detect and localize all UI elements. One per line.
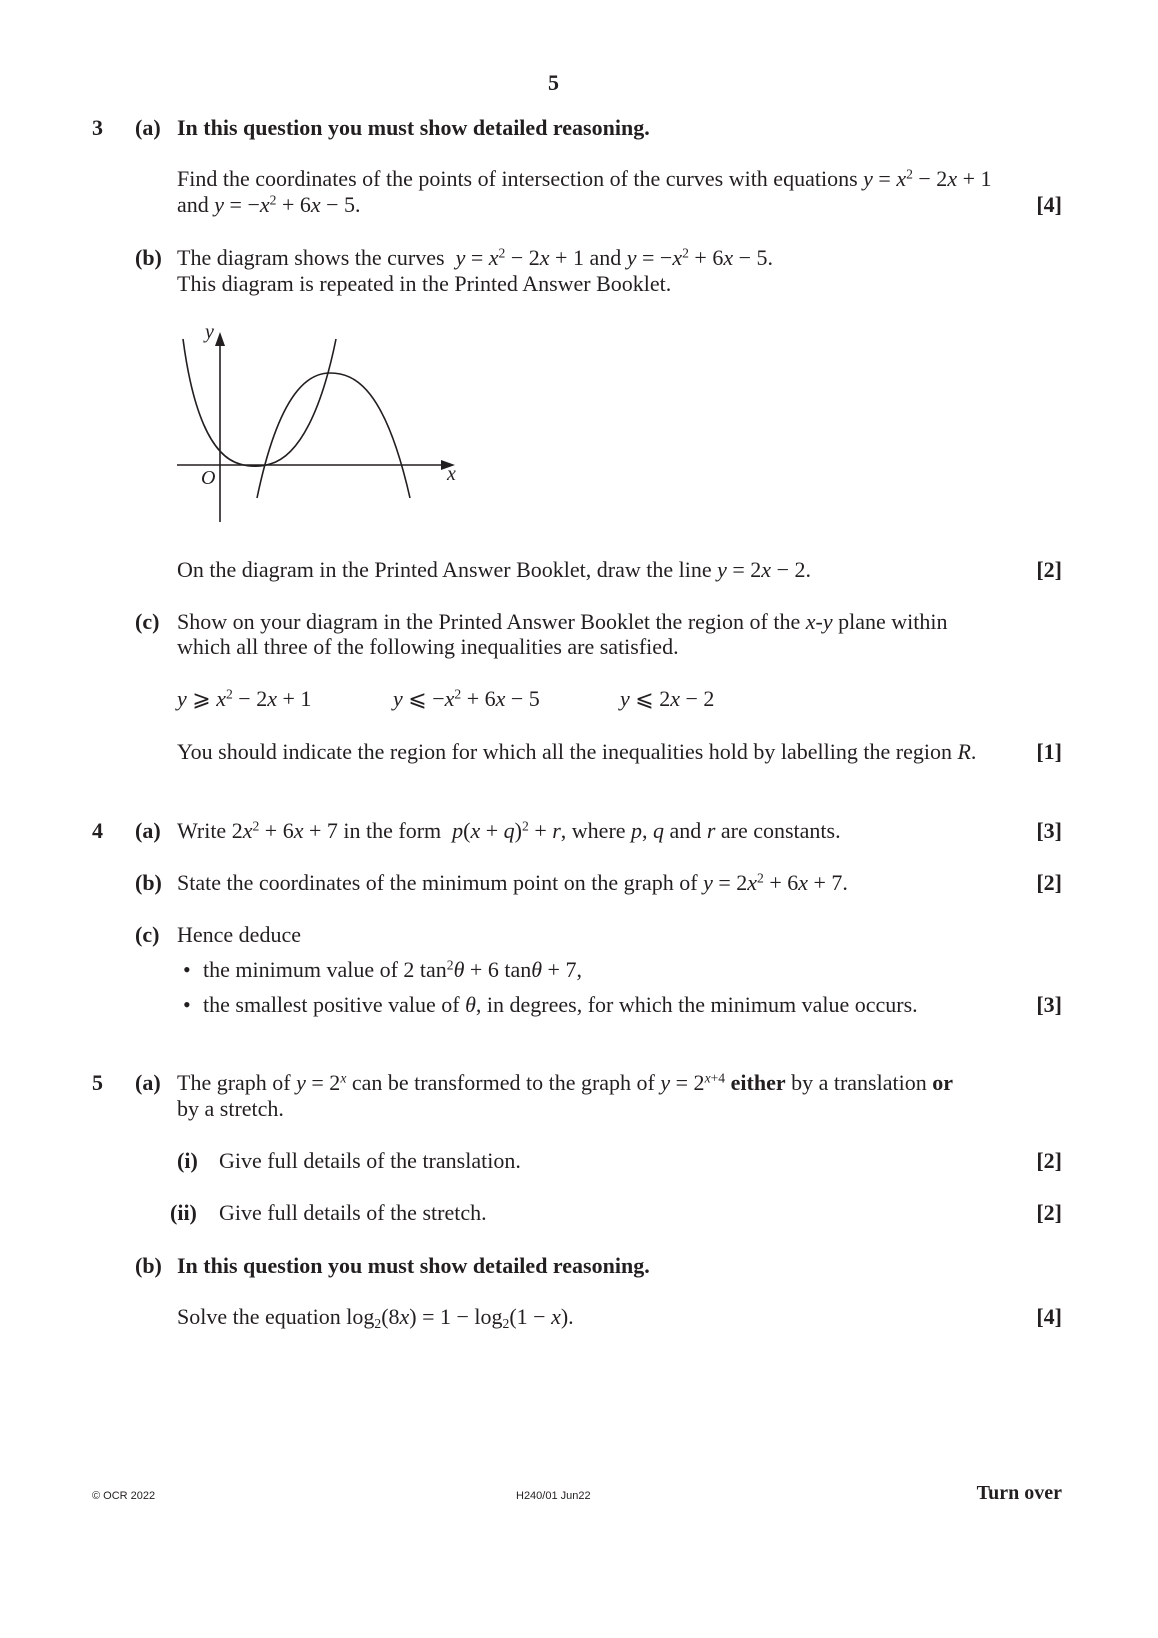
x-axis-label: x — [447, 463, 456, 485]
q3a-text-line2: and $y = -x^2 + 6x - 5$. — [177, 192, 361, 217]
q5ai-mark: [2] — [1036, 1148, 1062, 1173]
inequality-2: y ⩽ $-x^2 + 6x - 5$ — [393, 686, 540, 711]
q4b-mark: [2] — [1036, 870, 1062, 895]
q4c-text: Hence deduce — [177, 922, 301, 947]
q4c-mark: [3] — [1036, 992, 1062, 1017]
q4a-text: Write $2x^2 + 6x + 7$ in the form $p(x + q)^2 + r$, where p, q and r are constants. — [177, 818, 841, 843]
q3b-text-line2: This diagram is repeated in the Printed Answer Booklet. — [177, 271, 672, 296]
bullet-dot: • — [183, 992, 191, 1017]
curve-downward-parabola — [257, 373, 410, 498]
q4c-label: (c) — [135, 922, 160, 947]
page-number: 5 — [548, 70, 559, 95]
q3c-label: (c) — [135, 609, 160, 634]
q5ai-text: Give full details of the translation. — [219, 1148, 521, 1173]
q3b-instruction: On the diagram in the Printed Answer Booklet, draw the line y = 2x − 2. — [177, 557, 811, 582]
q4b-label: (b) — [135, 870, 162, 895]
q3c-text-line3: You should indicate the region for which all the inequalities hold by labelling the region R. — [177, 739, 977, 764]
q4c-bullet-1: the minimum value of 2 $\tan^2\theta + 6$ tanθ + 7, — [203, 957, 582, 982]
footer-turn-over: Turn over — [976, 1482, 1062, 1504]
footer-paper-code: H240/01 Jun22 — [516, 1490, 591, 1502]
origin-label: O — [201, 467, 216, 489]
q5b-heading: In this question you must show detailed reasoning. — [177, 1253, 650, 1278]
q3a-heading: In this question you must show detailed reasoning. — [177, 115, 650, 140]
q3c-text-line1: Show on your diagram in the Printed Answer Booklet the region of the x-y plane within — [177, 609, 948, 634]
curves-diagram — [170, 318, 470, 533]
question-5-number: 5 — [92, 1070, 103, 1095]
q3c-text-line2: which all three of the following inequalities are satisfied. — [177, 634, 679, 659]
q5b-mark: [4] — [1036, 1304, 1062, 1329]
bullet-dot: • — [183, 957, 191, 982]
q3a-text-line1: Find the coordinates of the points of intersection of the curves with equations $y = x^2 - 2x + 1$ — [177, 166, 992, 191]
q5a-text-line2: by a stretch. — [177, 1096, 284, 1121]
q5b-text: Solve the equation $\log_2(8x) = 1 - \log_2(1 - x)$. — [177, 1304, 574, 1332]
q3c-mark: [1] — [1036, 739, 1062, 764]
inequality-3: y ⩽ 2x − 2 — [620, 686, 715, 711]
q5aii-text: Give full details of the stretch. — [219, 1200, 487, 1225]
q4c-bullet-2: the smallest positive value of θ, in degrees, for which the minimum value occurs. — [203, 992, 918, 1017]
q5aii-mark: [2] — [1036, 1200, 1062, 1225]
y-axis-arrow — [215, 332, 225, 346]
q4b-text: State the coordinates of the minimum point on the graph of $y = 2x^2 + 6x + 7$. — [177, 870, 848, 895]
q4a-mark: [3] — [1036, 818, 1062, 843]
curve-upward-parabola — [183, 339, 336, 466]
inequality-1: y ⩾ $x^2 - 2x + 1$ — [177, 686, 312, 711]
q3b-text-line1: The diagram shows the curves $y = x^2 - 2x + 1$ and $y = -x^2 + 6x - 5$. — [177, 245, 774, 270]
q3a-label: (a) — [135, 115, 161, 140]
q5a-label: (a) — [135, 1070, 161, 1095]
y-axis-label: y — [205, 321, 214, 343]
question-3-number: 3 — [92, 115, 103, 140]
q3b-mark: [2] — [1036, 557, 1062, 582]
q5a-text-line1: The graph of $y = 2^x$ can be transformed to the graph of $y = 2^{x+4}$ either by a translation or — [177, 1070, 953, 1095]
q3a-mark: [4] — [1036, 192, 1062, 217]
footer-copyright: © OCR 2022 — [92, 1490, 156, 1502]
q5b-label: (b) — [135, 1253, 162, 1278]
question-4-number: 4 — [92, 818, 103, 843]
q5aii-label: (ii) — [170, 1200, 197, 1225]
q5ai-label: (i) — [177, 1148, 198, 1173]
q4a-label: (a) — [135, 818, 161, 843]
q3b-label: (b) — [135, 245, 162, 270]
